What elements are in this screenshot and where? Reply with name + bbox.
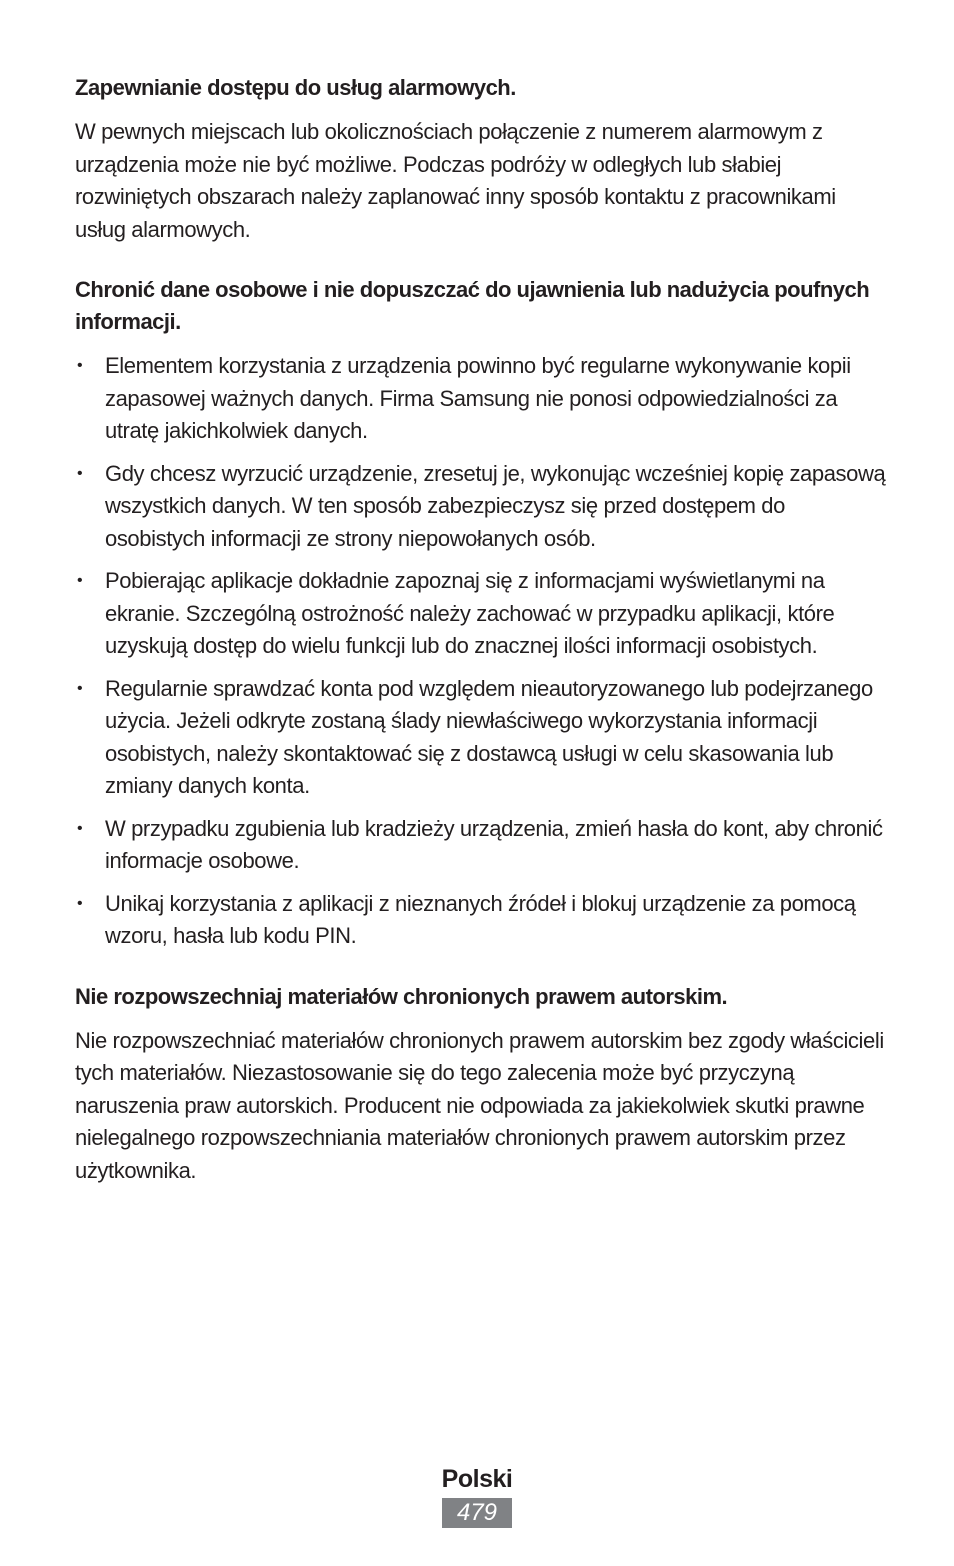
bullet-icon: •	[77, 894, 83, 912]
page-number-badge: 479	[442, 1498, 512, 1528]
section-heading: Chronić dane osobowe i nie dopuszczać do ujawnienia lub nadużycia poufnych informacji.	[75, 277, 870, 334]
bullet-icon: •	[77, 572, 83, 589]
section-paragraph: W pewnych miejscach lub okolicznościach połączenie z numerem alarmowym z urządzenia może nie być możliwe. Podczas podróży w odległych lub słabiej rozwiniętych obszarach należy zaplanować inny sposób kontaktu z pracownikami usług alarmowych.	[75, 119, 836, 242]
section-heading: Nie rozpowszechniaj materiałów chronionych prawem autorskim.	[75, 983, 728, 1009]
bullet-list	[75, 350, 887, 953]
list-item	[75, 813, 887, 878]
bullet-icon: •	[77, 357, 83, 374]
bullet-icon: •	[77, 679, 83, 697]
list-item	[75, 350, 887, 448]
bullet-icon: •	[77, 819, 83, 837]
section-paragraph: Nie rozpowszechniać materiałów chronionych prawem autorskim bez zgody właścicieli tych materiałów. Niezastosowanie się do tego zalecenia może być przyczyną naruszenia praw autorskich. Producent nie odpowiada za jakiekolwiek skutki prawne nielegalnego rozpowszechniania materiałów chronionych prawem autorskim przez użytkownika.	[75, 1027, 884, 1183]
list-item-text: Regularnie sprawdzać konta pod względem nieautoryzowanego lub podejrzanego użycia. Jeżeli odkryte zostaną ślady niewłaściwego wykorzystania informacji osobistych, należy skontaktować się z dostawcą usługi w celu skasowania lub zmiany danych konta.	[105, 675, 873, 798]
section-heading: Zapewnianie dostępu do usług alarmowych.	[75, 75, 516, 100]
list-item-text: Gdy chcesz wyrzucić urządzenie, zresetuj je, wykonując wcześniej kopię zapasową wszystkich danych. W ten sposób zabezpieczysz się przed dostępem do osobistych informacji ze strony niepowołanych osób.	[105, 460, 886, 551]
document-page	[75, 72, 887, 1215]
bullet-icon: •	[77, 464, 83, 482]
page-footer	[0, 1462, 954, 1528]
list-item	[75, 673, 887, 803]
list-item	[75, 458, 887, 556]
footer-language: Polski	[441, 1465, 513, 1493]
list-item-text: Pobierając aplikacje dokładnie zapoznaj się z informacjami wyświetlanymi na ekranie. Szczególną ostrożność należy zachować w przypadku aplikacji, które uzyskują dostęp do wielu funkcji lub do znacznej ilości informacji osobistych.	[105, 568, 835, 658]
section-emergency-services	[75, 72, 887, 246]
list-item-text: Unikaj korzystania z aplikacji z nieznanych źródeł i blokuj urządzenie za pomocą wzoru, hasła lub kodu PIN.	[105, 890, 856, 948]
list-item	[75, 565, 887, 663]
list-item-text: W przypadku zgubienia lub kradzieży urządzenia, zmień hasła do kont, aby chronić informacje osobowe.	[105, 815, 883, 873]
section-personal-data	[75, 274, 887, 953]
list-item-text: Elementem korzystania z urządzenia powinno być regularne wykonywanie kopii zapasowej ważnych danych. Firma Samsung nie ponosi odpowiedzialności za utratę jakichkolwiek danych.	[105, 353, 851, 443]
section-copyright	[75, 981, 887, 1188]
list-item	[75, 888, 887, 953]
